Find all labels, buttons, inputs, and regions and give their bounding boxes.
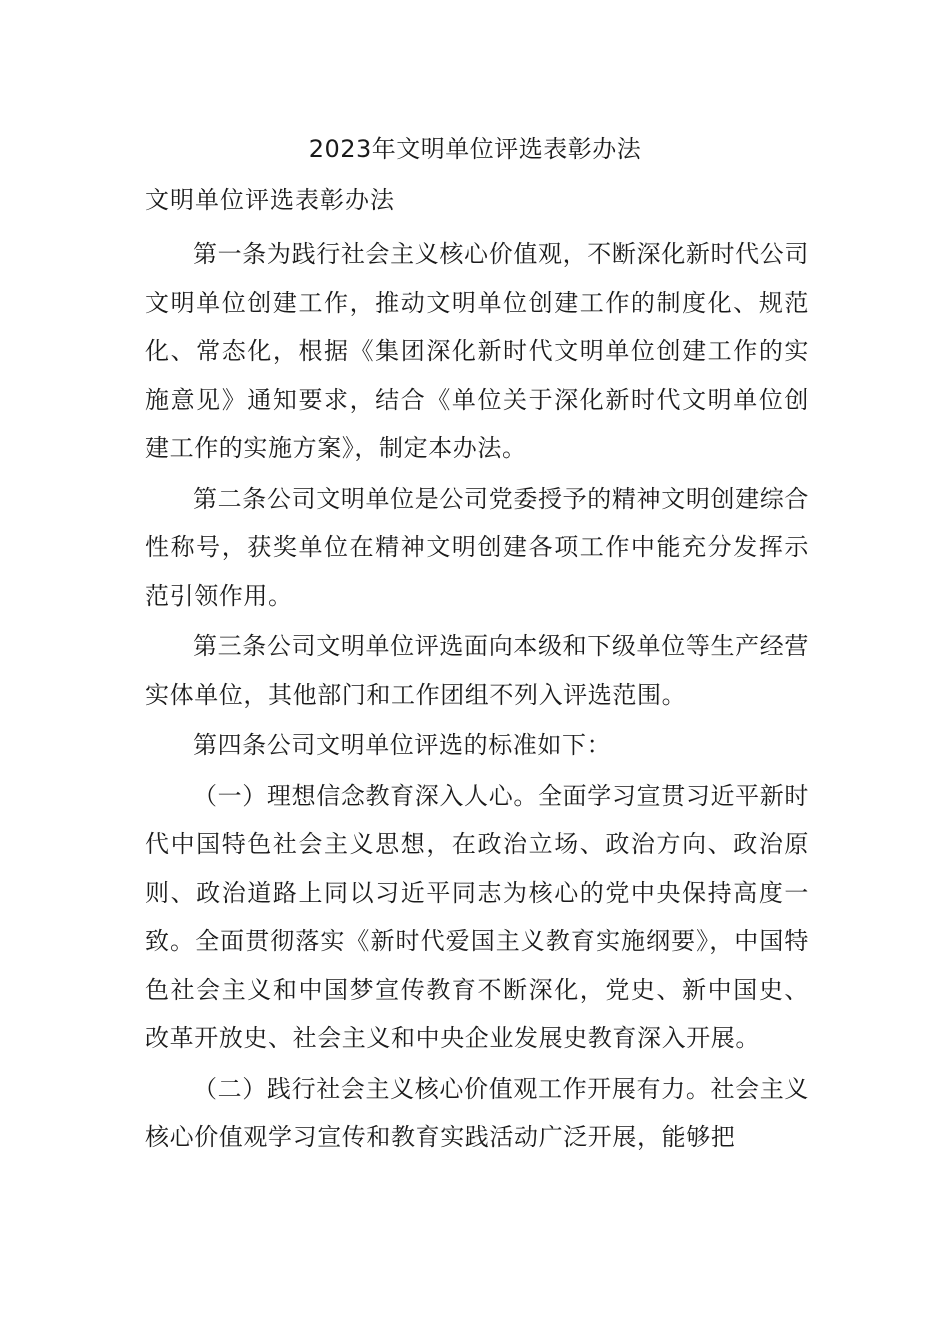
paragraph-item-1: （一）理想信念教育深入人心。全面学习宣贯习近平新时代中国特色社会主义思想，在政治立场、政治方向、政治原则、政治道路上同以习近平同志为核心的党中央保持高度一致。全面贯彻落实《新时代爱国主义教育实施纲要》，中国特色社会主义和中国梦宣传教育不断深化，党史、新中国史、改革开放史、社会主义和中央企业发展史教育深入开展。: [145, 781, 809, 1052]
document-title: 2023年文明单位评选表彰办法: [308, 135, 642, 163]
document-subtitle: 文明单位评选表彰办法: [145, 186, 395, 214]
document-body: [145, 230, 809, 1162]
paragraph-article-4: 第四条公司文明单位评选的标准如下：: [193, 731, 612, 759]
paragraph-article-2: 第二条公司文明单位是公司党委授予的精神文明创建综合性称号，获奖单位在精神文明创建各项工作中能充分发挥示范引领作用。: [145, 484, 809, 610]
paragraph-article-3: 第三条公司文明单位评选面向本级和下级单位等生产经营实体单位，其他部门和工作团组不列入评选范围。: [145, 632, 809, 709]
paragraph-article-1: 第一条为践行社会主义核心价值观，不断深化新时代公司文明单位创建工作，推动文明单位创建工作的制度化、规范化、常态化，根据《集团深化新时代文明单位创建工作的实施意见》通知要求，结合《单位关于深化新时代文明单位创建工作的实施方案》，制定本办法。: [145, 240, 809, 462]
paragraph-item-2: （二）践行社会主义核心价值观工作开展有力。社会主义核心价值观学习宣传和教育实践活动广泛开展，能够把: [145, 1074, 809, 1151]
